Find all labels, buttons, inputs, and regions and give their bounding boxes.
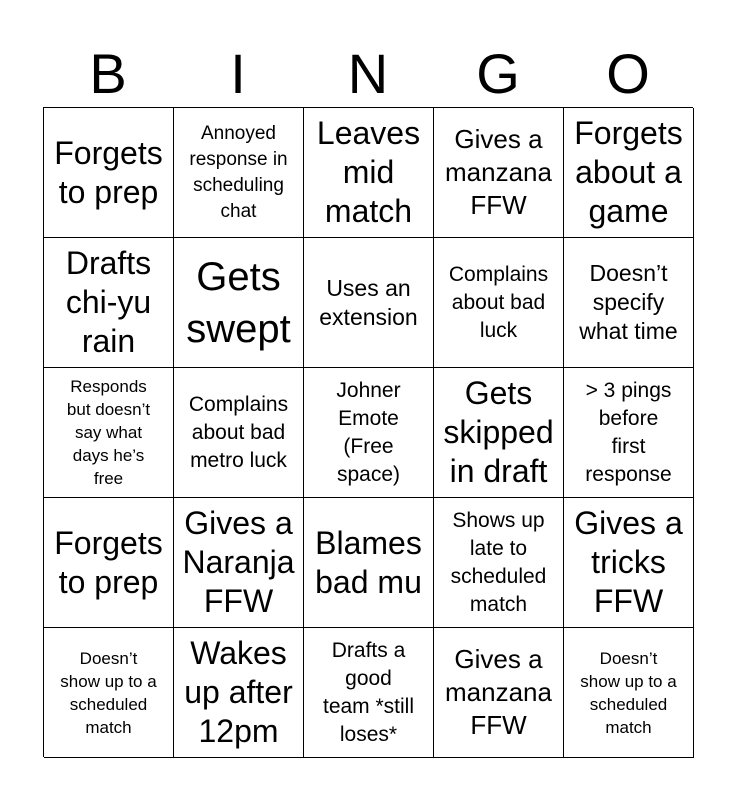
bingo-cell-r4c4[interactable] [434, 498, 564, 628]
cell-text: Responds but doesn’t say what days he’s free [66, 377, 151, 488]
cell-text: Gives a Naranja FFW [182, 505, 295, 619]
bingo-cell-r1c4[interactable] [434, 108, 564, 238]
cell-text: Shows up late to scheduled match [450, 508, 547, 616]
header-letter-g: G [476, 42, 520, 105]
cell-text: Doesn’t show up to a scheduled match [60, 648, 157, 737]
cell-text: Complains about bad metro luck [188, 392, 289, 472]
bingo-cell-r4c2[interactable] [174, 498, 304, 628]
cell-text: Drafts a good team *still loses* [322, 638, 415, 746]
bingo-cell-r1c5[interactable] [564, 108, 694, 238]
cell-text: Gives a manzana FFW [445, 124, 552, 220]
bingo-cell-r4c5[interactable] [564, 498, 694, 628]
header-letter-o: O [606, 42, 650, 105]
bingo-cell-r5c3[interactable] [304, 628, 434, 758]
bingo-cell-r3c4[interactable] [434, 368, 564, 498]
cell-text: Doesn’t show up to a scheduled match [580, 648, 677, 737]
bingo-cell-r5c1[interactable] [44, 628, 174, 758]
bingo-cell-r4c1[interactable] [44, 498, 174, 628]
bingo-cell-r2c3[interactable] [304, 238, 434, 368]
bingo-cell-r2c4[interactable] [434, 238, 564, 368]
bingo-cell-r2c1[interactable] [44, 238, 174, 368]
bingo-cell-r1c1[interactable] [44, 108, 174, 238]
bingo-cell-r1c3[interactable] [304, 108, 434, 238]
cell-text: Wakes up after 12pm [184, 635, 293, 749]
bingo-cell-r5c5[interactable] [564, 628, 694, 758]
bingo-cell-r5c2[interactable] [174, 628, 304, 758]
cell-text: Gives a manzana FFW [445, 644, 552, 740]
bingo-cell-r4c3[interactable] [304, 498, 434, 628]
cell-text: Uses an extension [319, 274, 418, 330]
cell-text: Forgets about a game [574, 115, 683, 229]
header-letter-b: B [89, 42, 127, 105]
bingo-cell-r2c5[interactable] [564, 238, 694, 368]
cell-text: Drafts chi-yu rain [65, 245, 152, 359]
bingo-cell-r3c3[interactable] [304, 368, 434, 498]
header-letter-n: N [347, 42, 389, 105]
cell-text: Forgets to prep [54, 134, 163, 210]
cell-text: Gets skipped in draft [443, 375, 554, 489]
bingo-cell-r2c2[interactable] [174, 238, 304, 368]
cell-text: Leaves mid match [316, 115, 421, 229]
bingo-cell-r1c2[interactable] [174, 108, 304, 238]
cell-text: Gets swept [186, 254, 291, 351]
cell-text: Doesn’t specify what time [579, 260, 678, 344]
header-letter-i: I [230, 42, 246, 105]
bingo-grid [43, 107, 693, 757]
bingo-header [43, 40, 693, 108]
cell-text: Annoyed response in scheduling chat [189, 122, 288, 222]
cell-text: > 3 pings before first response [585, 378, 672, 486]
cell-text: Johner Emote (Free space) [336, 378, 401, 486]
bingo-cell-r5c4[interactable] [434, 628, 564, 758]
bingo-cell-r3c5[interactable] [564, 368, 694, 498]
bingo-cell-r3c2[interactable] [174, 368, 304, 498]
cell-text: Forgets to prep [54, 524, 163, 600]
cell-text: Gives a tricks FFW [574, 505, 683, 619]
cell-text: Complains about bad luck [448, 262, 549, 342]
cell-text: Blames bad mu [315, 524, 422, 600]
bingo-cell-r3c1[interactable] [44, 368, 174, 498]
